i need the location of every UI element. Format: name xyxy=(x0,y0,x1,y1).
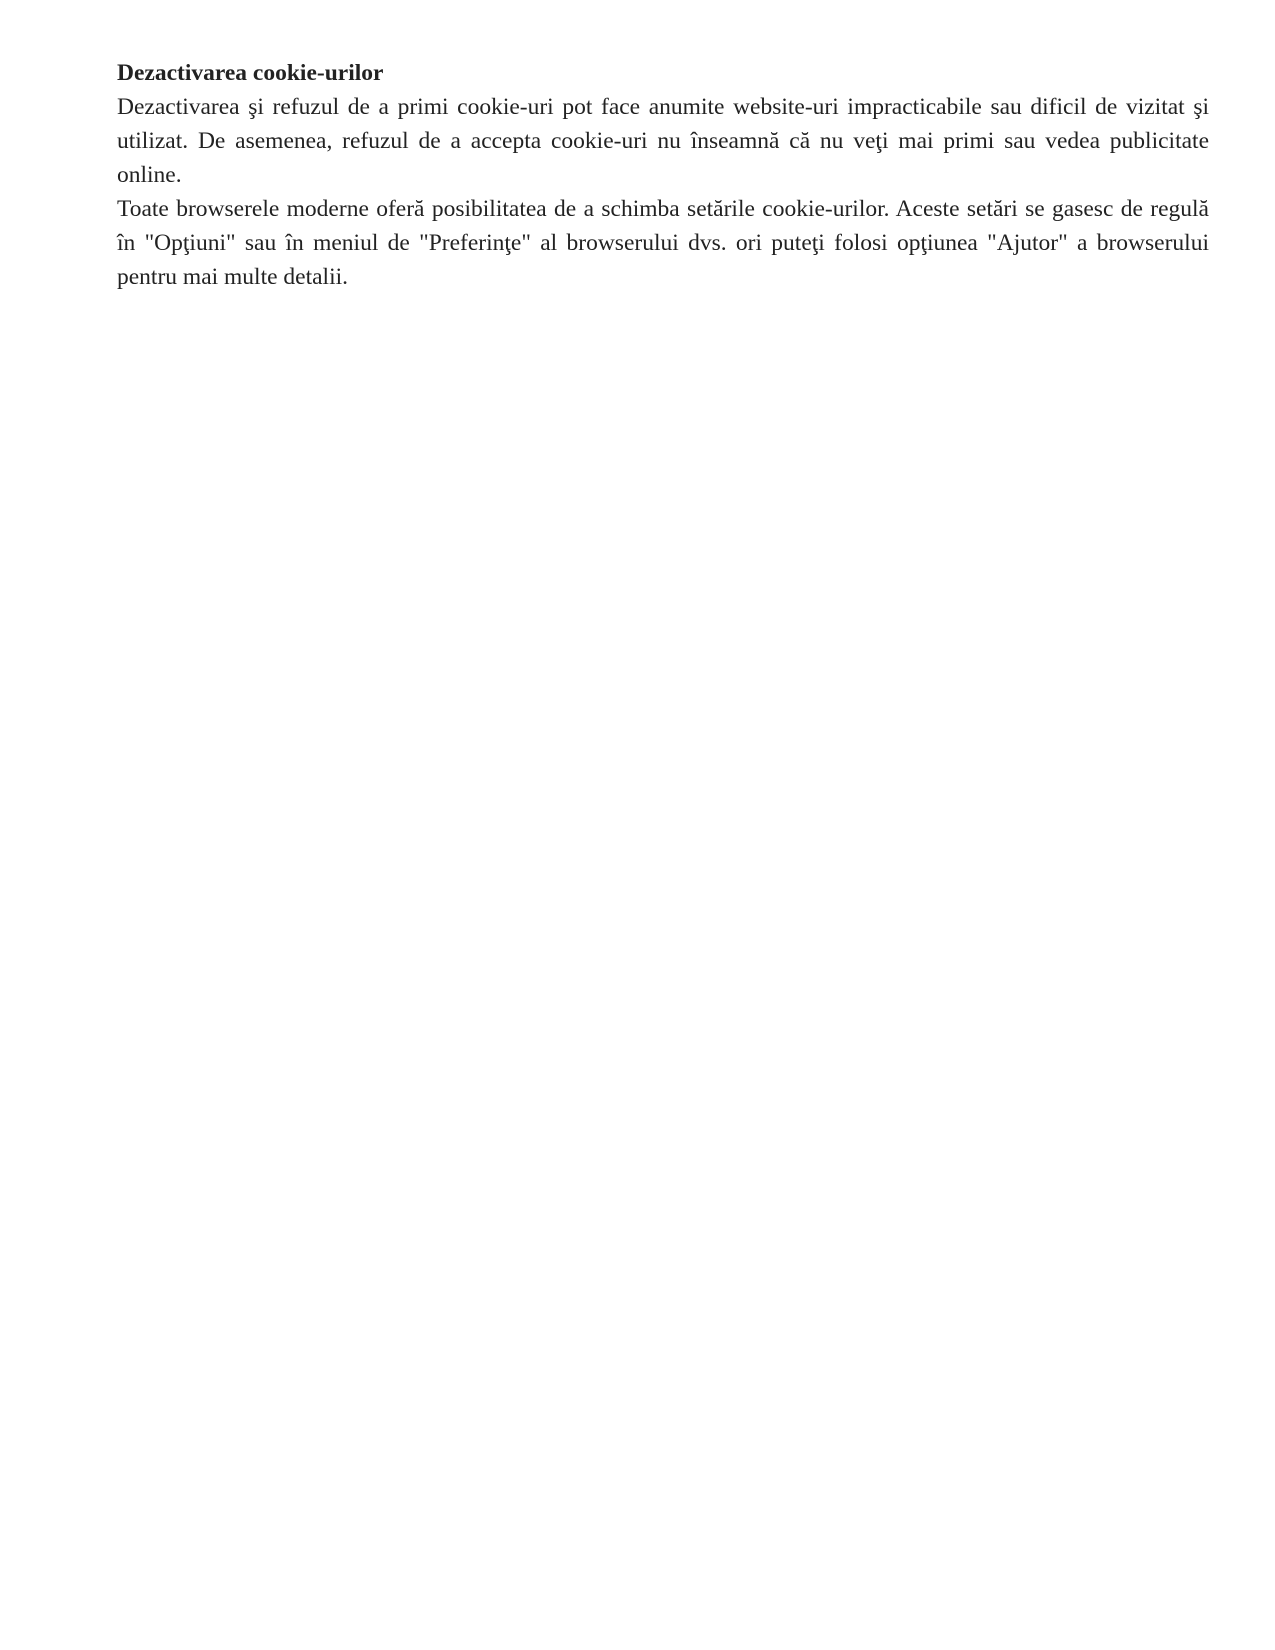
section-title: Dezactivarea cookie-urilor xyxy=(117,60,384,86)
document-page xyxy=(117,56,1209,294)
paragraph-browser-settings: Toate browserele moderne oferă posibilitatea de a schimba setările cookie-urilor. Aceste setări se gasesc de regulă în "Opţiuni" sau în meniul de "Preferinţe" al browserului dvs. ori puteţi folosi opţiunea "Ajutor" a browserului pentru mai multe detalii. xyxy=(117,196,1209,290)
paragraph-disabling-cookies: Dezactivarea şi refuzul de a primi cookie-uri pot face anumite website-uri impracticabile sau dificil de vizitat şi utilizat. De asemenea, refuzul de a accepta cookie-uri nu înseamnă că nu veţi mai primi sau vedea publicitate online. xyxy=(117,94,1209,188)
